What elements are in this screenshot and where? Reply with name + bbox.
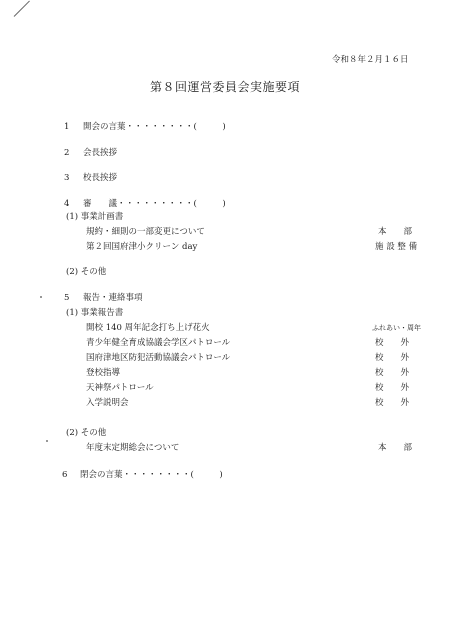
item-label: 会長挨拶 [83, 148, 118, 158]
sub-heading: (1) 事業報告書 [66, 308, 124, 318]
item-number: 4 [64, 199, 70, 209]
item-number: 1 [64, 122, 70, 132]
item-label: 報告・連絡事項 [83, 293, 143, 303]
scan-speck [46, 440, 48, 442]
item-number: 5 [64, 293, 70, 303]
item-label: 閉会の言葉・・・・・・・・( ) [80, 470, 223, 480]
agenda-row-owner: 本 部 [378, 443, 413, 453]
agenda-row-text: 入学説明会 [86, 398, 129, 408]
agenda-row-owner: ふれあい・周年 [372, 324, 421, 332]
item-number: 3 [64, 173, 70, 183]
sub-heading: (2) その他 [66, 267, 107, 277]
agenda-row-owner: 校 外 [375, 398, 410, 408]
agenda-row-text: 開校 140 周年記念打ち上げ花火 [86, 323, 210, 333]
agenda-row-text: 国府津地区防犯活動協議会パトロール [86, 353, 231, 363]
item-label: 校長挨拶 [83, 173, 118, 183]
item-number: 6 [62, 470, 68, 480]
sub-heading: (1) 事業計画書 [66, 212, 124, 222]
agenda-row-owner: 施 設 整 備 [375, 242, 418, 252]
document-title: 第８回運営委員会実施要項 [150, 80, 301, 94]
agenda-row-text: 年度末定期総会について [86, 443, 180, 453]
agenda-row-owner: 校 外 [375, 368, 410, 378]
agenda-row-text: 規約・細則の一部変更について [86, 227, 205, 237]
sub-heading: (2) その他 [66, 428, 107, 438]
pen-stroke-mark [14, 1, 30, 17]
agenda-row-text: 天神祭パトロール [86, 383, 154, 393]
agenda-row-owner: 校 外 [375, 383, 410, 393]
agenda-row-text: 第２回国府津小クリーン day [86, 242, 198, 252]
item-label: 審 議・・・・・・・・・( ) [83, 199, 226, 209]
scan-speck [40, 296, 42, 298]
document-date: 令和８年２月１６日 [332, 55, 409, 65]
agenda-row-owner: 校 外 [375, 353, 410, 363]
agenda-row-text: 登校指導 [86, 368, 121, 378]
agenda-row-owner: 校 外 [375, 338, 410, 348]
agenda-row-text: 青少年健全育成協議会学区パトロール [86, 338, 231, 348]
item-label: 開会の言葉・・・・・・・・( ) [83, 122, 226, 132]
agenda-row-owner: 本 部 [378, 227, 413, 237]
item-number: 2 [64, 148, 70, 158]
